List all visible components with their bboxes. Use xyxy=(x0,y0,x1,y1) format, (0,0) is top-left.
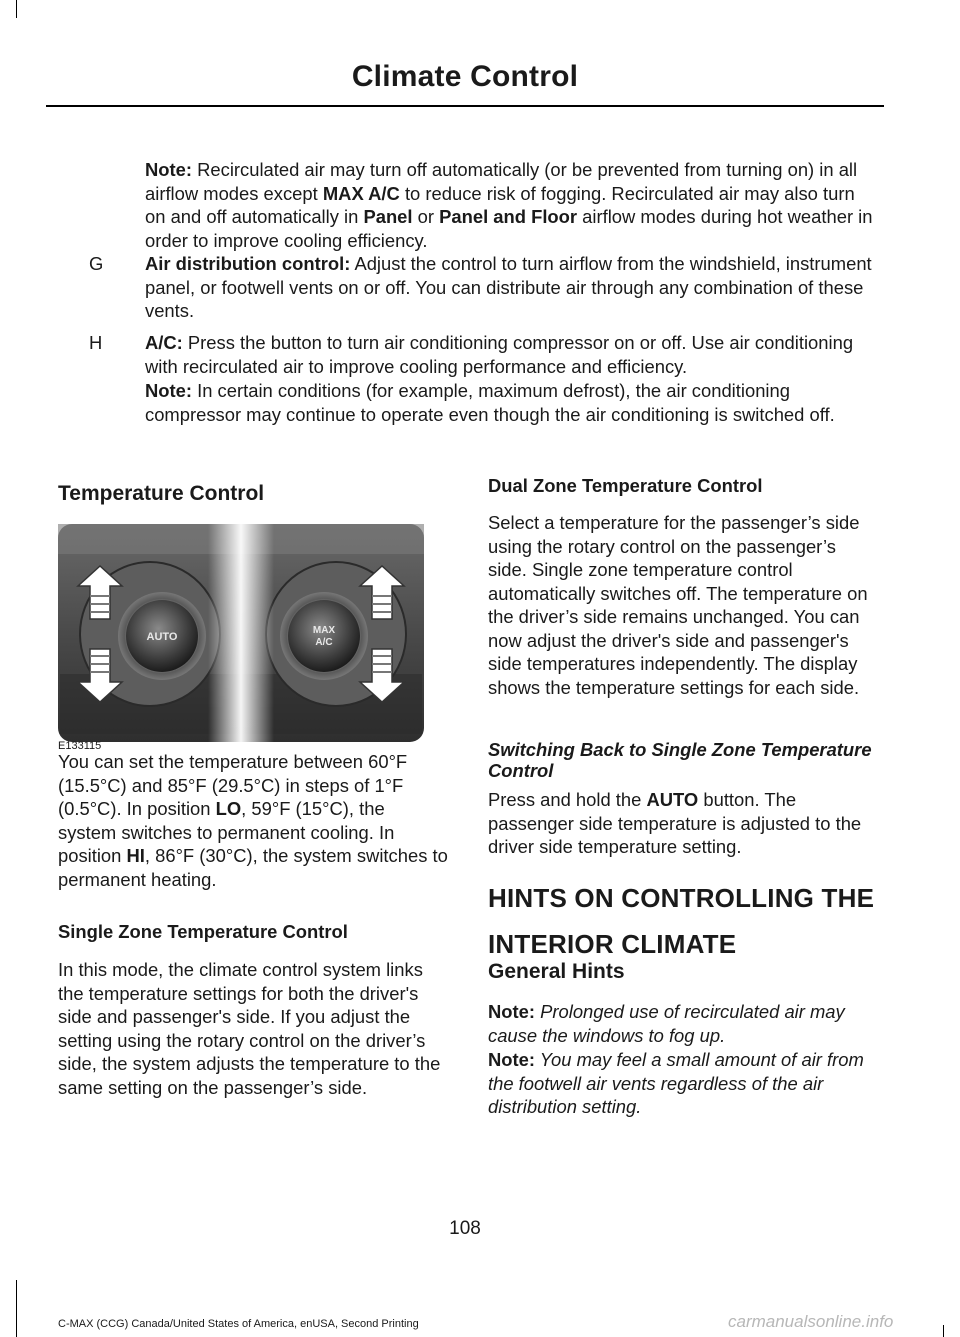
crop-mark-top-left xyxy=(16,0,17,18)
item-air-distribution: Air distribution control: Adjust the control to turn airflow from the windshield, instrument panel, or footwell vents on or off. You can distribute air through any combination of these vents. xyxy=(145,253,872,321)
note-label: Note: xyxy=(488,1049,535,1070)
note-label: Note: xyxy=(145,380,192,401)
watermark: carmanualsonline.info xyxy=(728,1312,894,1331)
page-title: Climate Control xyxy=(351,60,579,93)
auto-button-label: AUTO xyxy=(146,631,178,643)
temperature-range-paragraph: You can set the temperature between 60°F (15.5°C) and 85°F (29.5°C) in steps of 1°F (0.5°C). In position LO, 59°F (15°C), the system switches to permanent cooling. In position HI, 86°F (30°C), the system switches to permanent heating. xyxy=(58,751,448,890)
item-label: A/C: xyxy=(145,332,183,353)
single-zone-heading: Single Zone Temperature Control xyxy=(58,921,348,942)
switching-back-heading: Switching Back to Single Zone Temperature Control xyxy=(488,739,872,781)
single-zone-paragraph: In this mode, the climate control system links the temperature settings for both the driver's side and passenger's side. If you adjust the setting using the rotary control on the driver’s side, the system adjusts the temperature to the same setting on the passenger’s side. xyxy=(58,959,441,1098)
temperature-control-heading: Temperature Control xyxy=(58,482,265,505)
note-ac-compressor: Note: In certain conditions (for example, maximum defrost), the air conditioning compressor may continue to operate even though the air conditioning is switched off. xyxy=(145,380,835,425)
note-recirculation: Note: Recirculated air may turn off automatically (or be prevented from turning on) in all airflow modes except MAX A/C to reduce risk of fogging. Recirculated air may also turn on and off automatically in Panel or Panel and Floor airflow modes during hot weather in order to improve cooling efficiency. xyxy=(145,159,873,251)
note-label: Note: xyxy=(488,1001,535,1022)
crop-mark-bottom-right xyxy=(943,1325,944,1337)
publication-info: C-MAX (CCG) Canada/United States of America, enUSA, Second Printing xyxy=(58,1318,419,1330)
item-letter-h: H xyxy=(89,332,103,353)
hint-note-recirculated: Note: Prolonged use of recirculated air may cause the windows to fog up. xyxy=(488,1001,845,1046)
max-ac-button-label-2: A/C xyxy=(315,637,333,648)
item-label: Air distribution control: xyxy=(145,253,351,274)
crop-mark-bottom-left xyxy=(16,1280,17,1337)
header-rule xyxy=(46,105,884,107)
max-ac-button-label-1: MAX xyxy=(312,625,336,636)
note-label: Note: xyxy=(145,159,192,180)
dual-zone-paragraph: Select a temperature for the passenger’s side using the rotary control on the passenger’s side. Single zone temperature control automatically switches off. The temperature on the driver’s side remains unchanged. You can now adjust the driver's side and passenger's side temperatures independently. The display shows the temperature settings for each side. xyxy=(488,512,868,698)
hints-heading: HINTS ON CONTROLLING THE INTERIOR CLIMATE xyxy=(488,883,875,959)
item-letter-g: G xyxy=(89,253,104,274)
general-hints-heading: General Hints xyxy=(488,960,625,983)
switching-back-paragraph: Press and hold the AUTO button. The passenger side temperature is adjusted to the driver side temperature setting. xyxy=(488,789,862,857)
page-number: 108 xyxy=(449,1218,481,1239)
figure-code: E133115 xyxy=(58,740,102,752)
hint-note-footwell: Note: You may feel a small amount of air from the footwell air vents regardless of the air distribution setting. xyxy=(488,1049,864,1117)
dual-zone-heading: Dual Zone Temperature Control xyxy=(488,475,763,496)
item-ac: A/C: Press the button to turn air conditioning compressor on or off. Use air conditioning with recirculated air to improve cooling performance and efficiency. xyxy=(145,332,854,377)
climate-control-panel-figure xyxy=(58,524,424,742)
